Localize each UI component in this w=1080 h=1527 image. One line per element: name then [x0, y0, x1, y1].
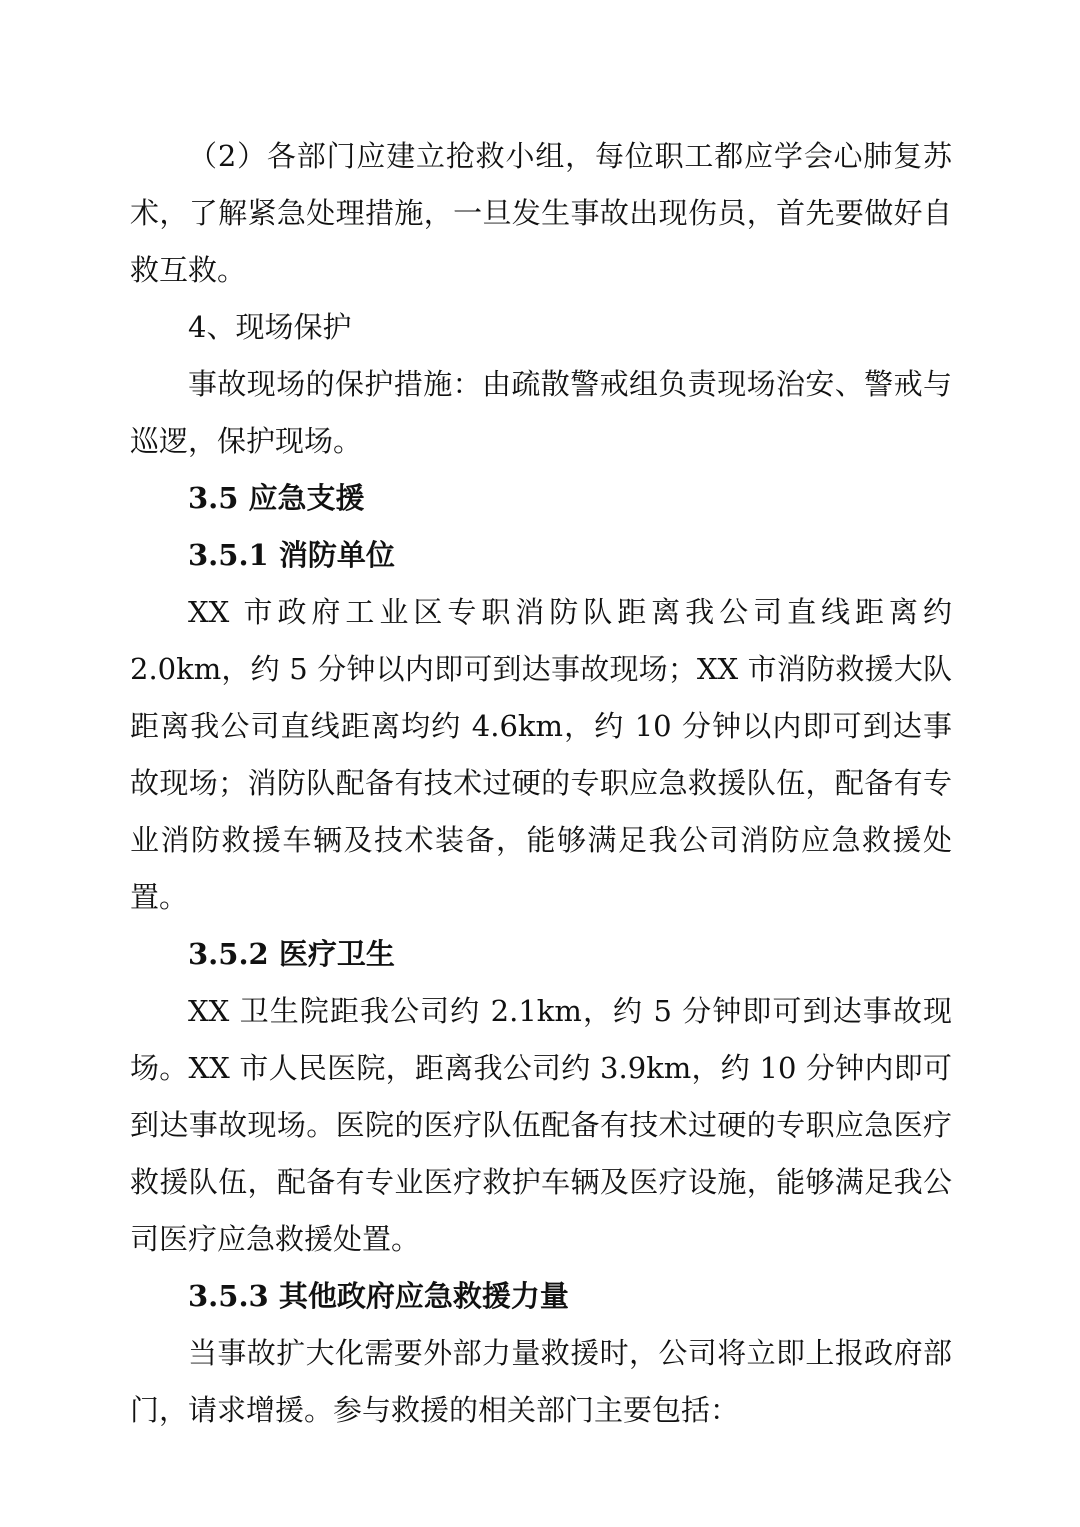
paragraph-scene-protection-title: 4、现场保护: [188, 310, 352, 344]
heading-other-government: 3.5.3 其他政府应急救援力量: [188, 1279, 569, 1313]
paragraph-rescue-team: （2）各部门应建立抢救小组，每位职工都应学会心肺复苏术，了解紧急处理措施，一旦发生事故出现伤员，首先要做好自救互救。: [130, 139, 952, 287]
paragraph-scene-protection: 事故现场的保护措施：由疏散警戒组负责现场治安、警戒与巡逻，保护现场。: [130, 367, 952, 458]
heading-emergency-support: 3.5 应急支援: [188, 481, 365, 515]
document-body: [130, 128, 952, 1439]
paragraph-other-government: 当事故扩大化需要外部力量救援时，公司将立即上报政府部门，请求增援。参与救援的相关部门主要包括：: [130, 1336, 952, 1427]
heading-medical: 3.5.2 医疗卫生: [188, 937, 395, 971]
paragraph-fire-unit: XX 市政府工业区专职消防队距离我公司直线距离约 2.0km，约 5 分钟以内即可到达事故现场；XX 市消防救援大队距离我公司直线距离均约 4.6km，约 10 分钟以内即可到达事故现场；消防队配备有技术过硬的专职应急救援队伍，配备有专业消防救援车辆及技术装备，能够满足我公司消防应急救援处置。: [130, 595, 952, 914]
paragraph-medical: XX 卫生院距我公司约 2.1km，约 5 分钟即可到达事故现场。XX 市人民医院，距离我公司约 3.9km，约 10 分钟内即可到达事故现场。医院的医疗队伍配备有技术过硬的专职应急医疗救援队伍，配备有专业医疗救护车辆及医疗设施，能够满足我公司医疗应急救援处置。: [130, 994, 952, 1256]
heading-fire-unit: 3.5.1 消防单位: [188, 538, 395, 572]
